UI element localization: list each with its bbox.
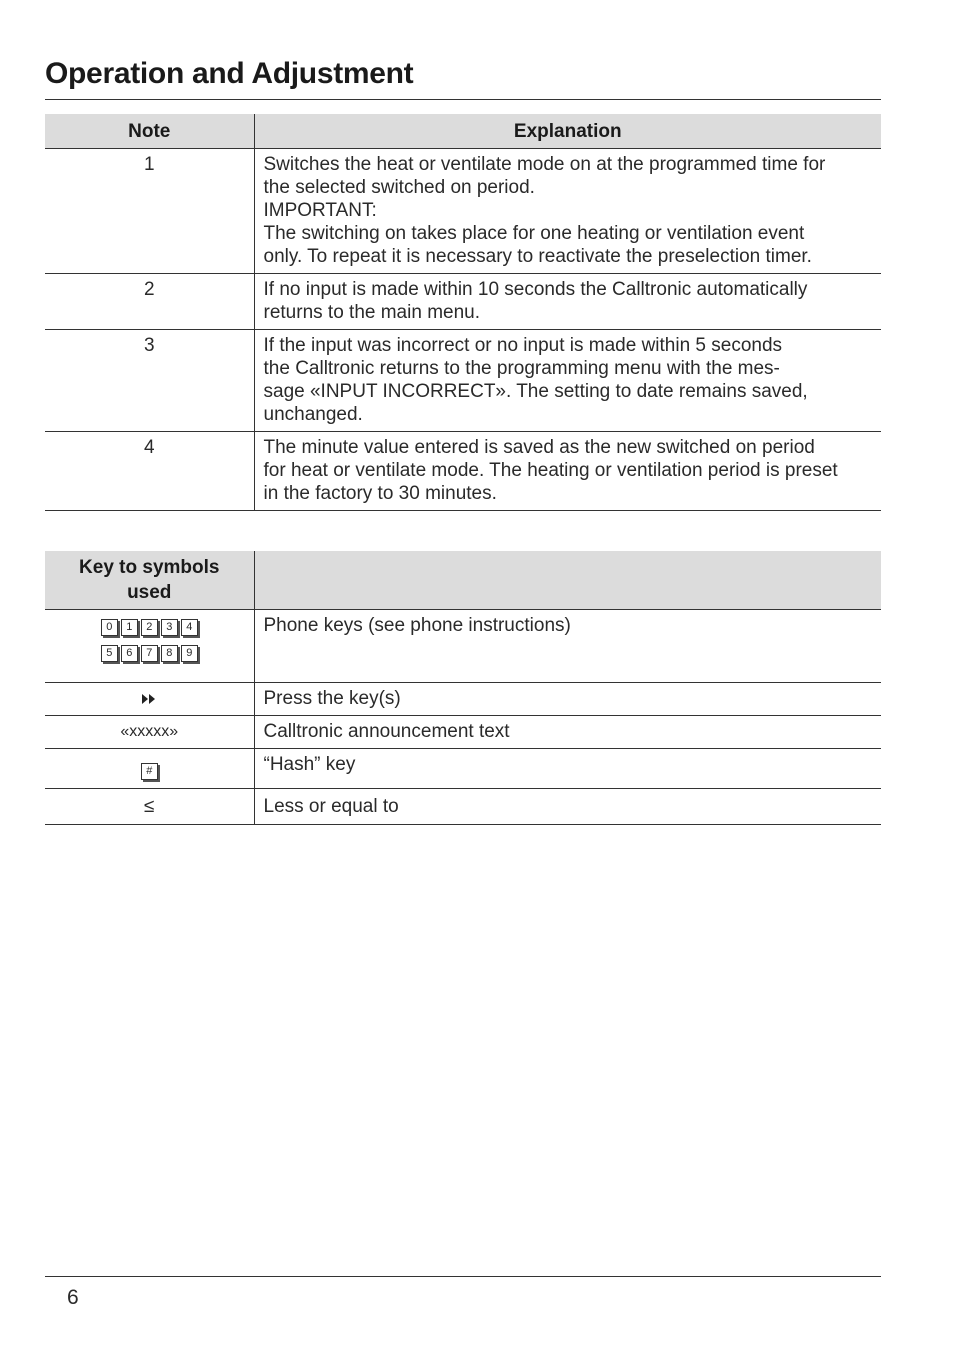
- note-number: 2: [45, 274, 254, 330]
- phone-key-2: 2: [141, 619, 158, 636]
- table-row: [45, 149, 881, 274]
- note-number: 1: [45, 149, 254, 274]
- phone-key-5: 5: [101, 645, 118, 662]
- text-line: only. To repeat it is necessary to reactivate the preselection timer.: [263, 246, 812, 267]
- table-row: [45, 683, 881, 716]
- phone-key-1: 1: [121, 619, 138, 636]
- phone-key-8: 8: [161, 645, 178, 662]
- text-line: the selected switched on period.: [263, 177, 535, 198]
- text-line: in the factory to 30 minutes.: [263, 483, 497, 504]
- notes-table: [45, 114, 881, 511]
- key-header-row: [45, 551, 881, 610]
- text-line: for heat or ventilate mode. The heating or ventilation period is preset: [263, 460, 838, 481]
- note-explanation: [254, 149, 881, 274]
- phone-key-7: 7: [141, 645, 158, 662]
- phone-keys-symbol: [45, 610, 254, 683]
- text-line: Switches the heat or ventilate mode on at the programmed time for: [263, 154, 826, 175]
- press-key-symbol: [45, 683, 254, 716]
- text-line: the Calltronic returns to the programming menu with the mes-: [263, 358, 780, 379]
- table-row: [45, 749, 881, 789]
- text-line: If the input was incorrect or no input is made within 5 seconds: [263, 335, 783, 356]
- less-equal-symbol: ≤: [45, 789, 254, 825]
- text-line: unchanged.: [263, 404, 363, 425]
- text-line: The switching on takes place for one heating or ventilation event: [263, 223, 805, 244]
- phone-key-row: [53, 645, 246, 662]
- hash-key-symbol: [45, 749, 254, 789]
- note-explanation: [254, 330, 881, 432]
- table-row: [45, 789, 881, 825]
- table-row: [45, 432, 881, 511]
- table-row: [45, 330, 881, 432]
- phone-key-0: 0: [101, 619, 118, 636]
- note-explanation: [254, 432, 881, 511]
- symbol-description: Calltronic announcement text: [254, 716, 881, 749]
- phone-key-9: 9: [181, 645, 198, 662]
- notes-header-row: [45, 114, 881, 149]
- announcement-symbol: «xxxxx»: [45, 716, 254, 749]
- symbols-column-header: [45, 551, 254, 610]
- symbol-description: Less or equal to: [254, 789, 881, 825]
- note-number: 3: [45, 330, 254, 432]
- text-line: The minute value entered is saved as the new switched on period: [263, 437, 815, 458]
- table-row: [45, 610, 881, 683]
- table-row: [45, 274, 881, 330]
- symbol-description: “Hash” key: [254, 749, 881, 789]
- symbol-key-table: [45, 551, 881, 825]
- phone-key-3: 3: [161, 619, 178, 636]
- text-line: returns to the main menu.: [263, 302, 480, 323]
- text-line: sage «INPUT INCORRECT». The setting to date remains saved,: [263, 381, 808, 402]
- header-line: Key to symbols: [79, 557, 220, 578]
- page-title: Operation and Adjustment: [45, 57, 414, 90]
- note-number: 4: [45, 432, 254, 511]
- double-arrow-icon: [142, 688, 156, 709]
- symbol-description: Press the key(s): [254, 683, 881, 716]
- footer-divider: [45, 1276, 881, 1277]
- hash-key-icon: #: [141, 763, 158, 780]
- symbol-description: Phone keys (see phone instructions): [254, 610, 881, 683]
- table-row: [45, 716, 881, 749]
- page-number: 6: [67, 1286, 79, 1309]
- description-column-header: [254, 551, 881, 610]
- text-line: If no input is made within 10 seconds the Calltronic automatically: [263, 279, 808, 300]
- text-line: IMPORTANT:: [263, 200, 377, 221]
- phone-key-row: [53, 619, 246, 636]
- note-column-header: Note: [45, 114, 254, 149]
- note-explanation: [254, 274, 881, 330]
- explanation-column-header: Explanation: [254, 114, 881, 149]
- header-line: used: [127, 582, 172, 603]
- title-divider: [45, 99, 881, 100]
- phone-key-4: 4: [181, 619, 198, 636]
- phone-key-6: 6: [121, 645, 138, 662]
